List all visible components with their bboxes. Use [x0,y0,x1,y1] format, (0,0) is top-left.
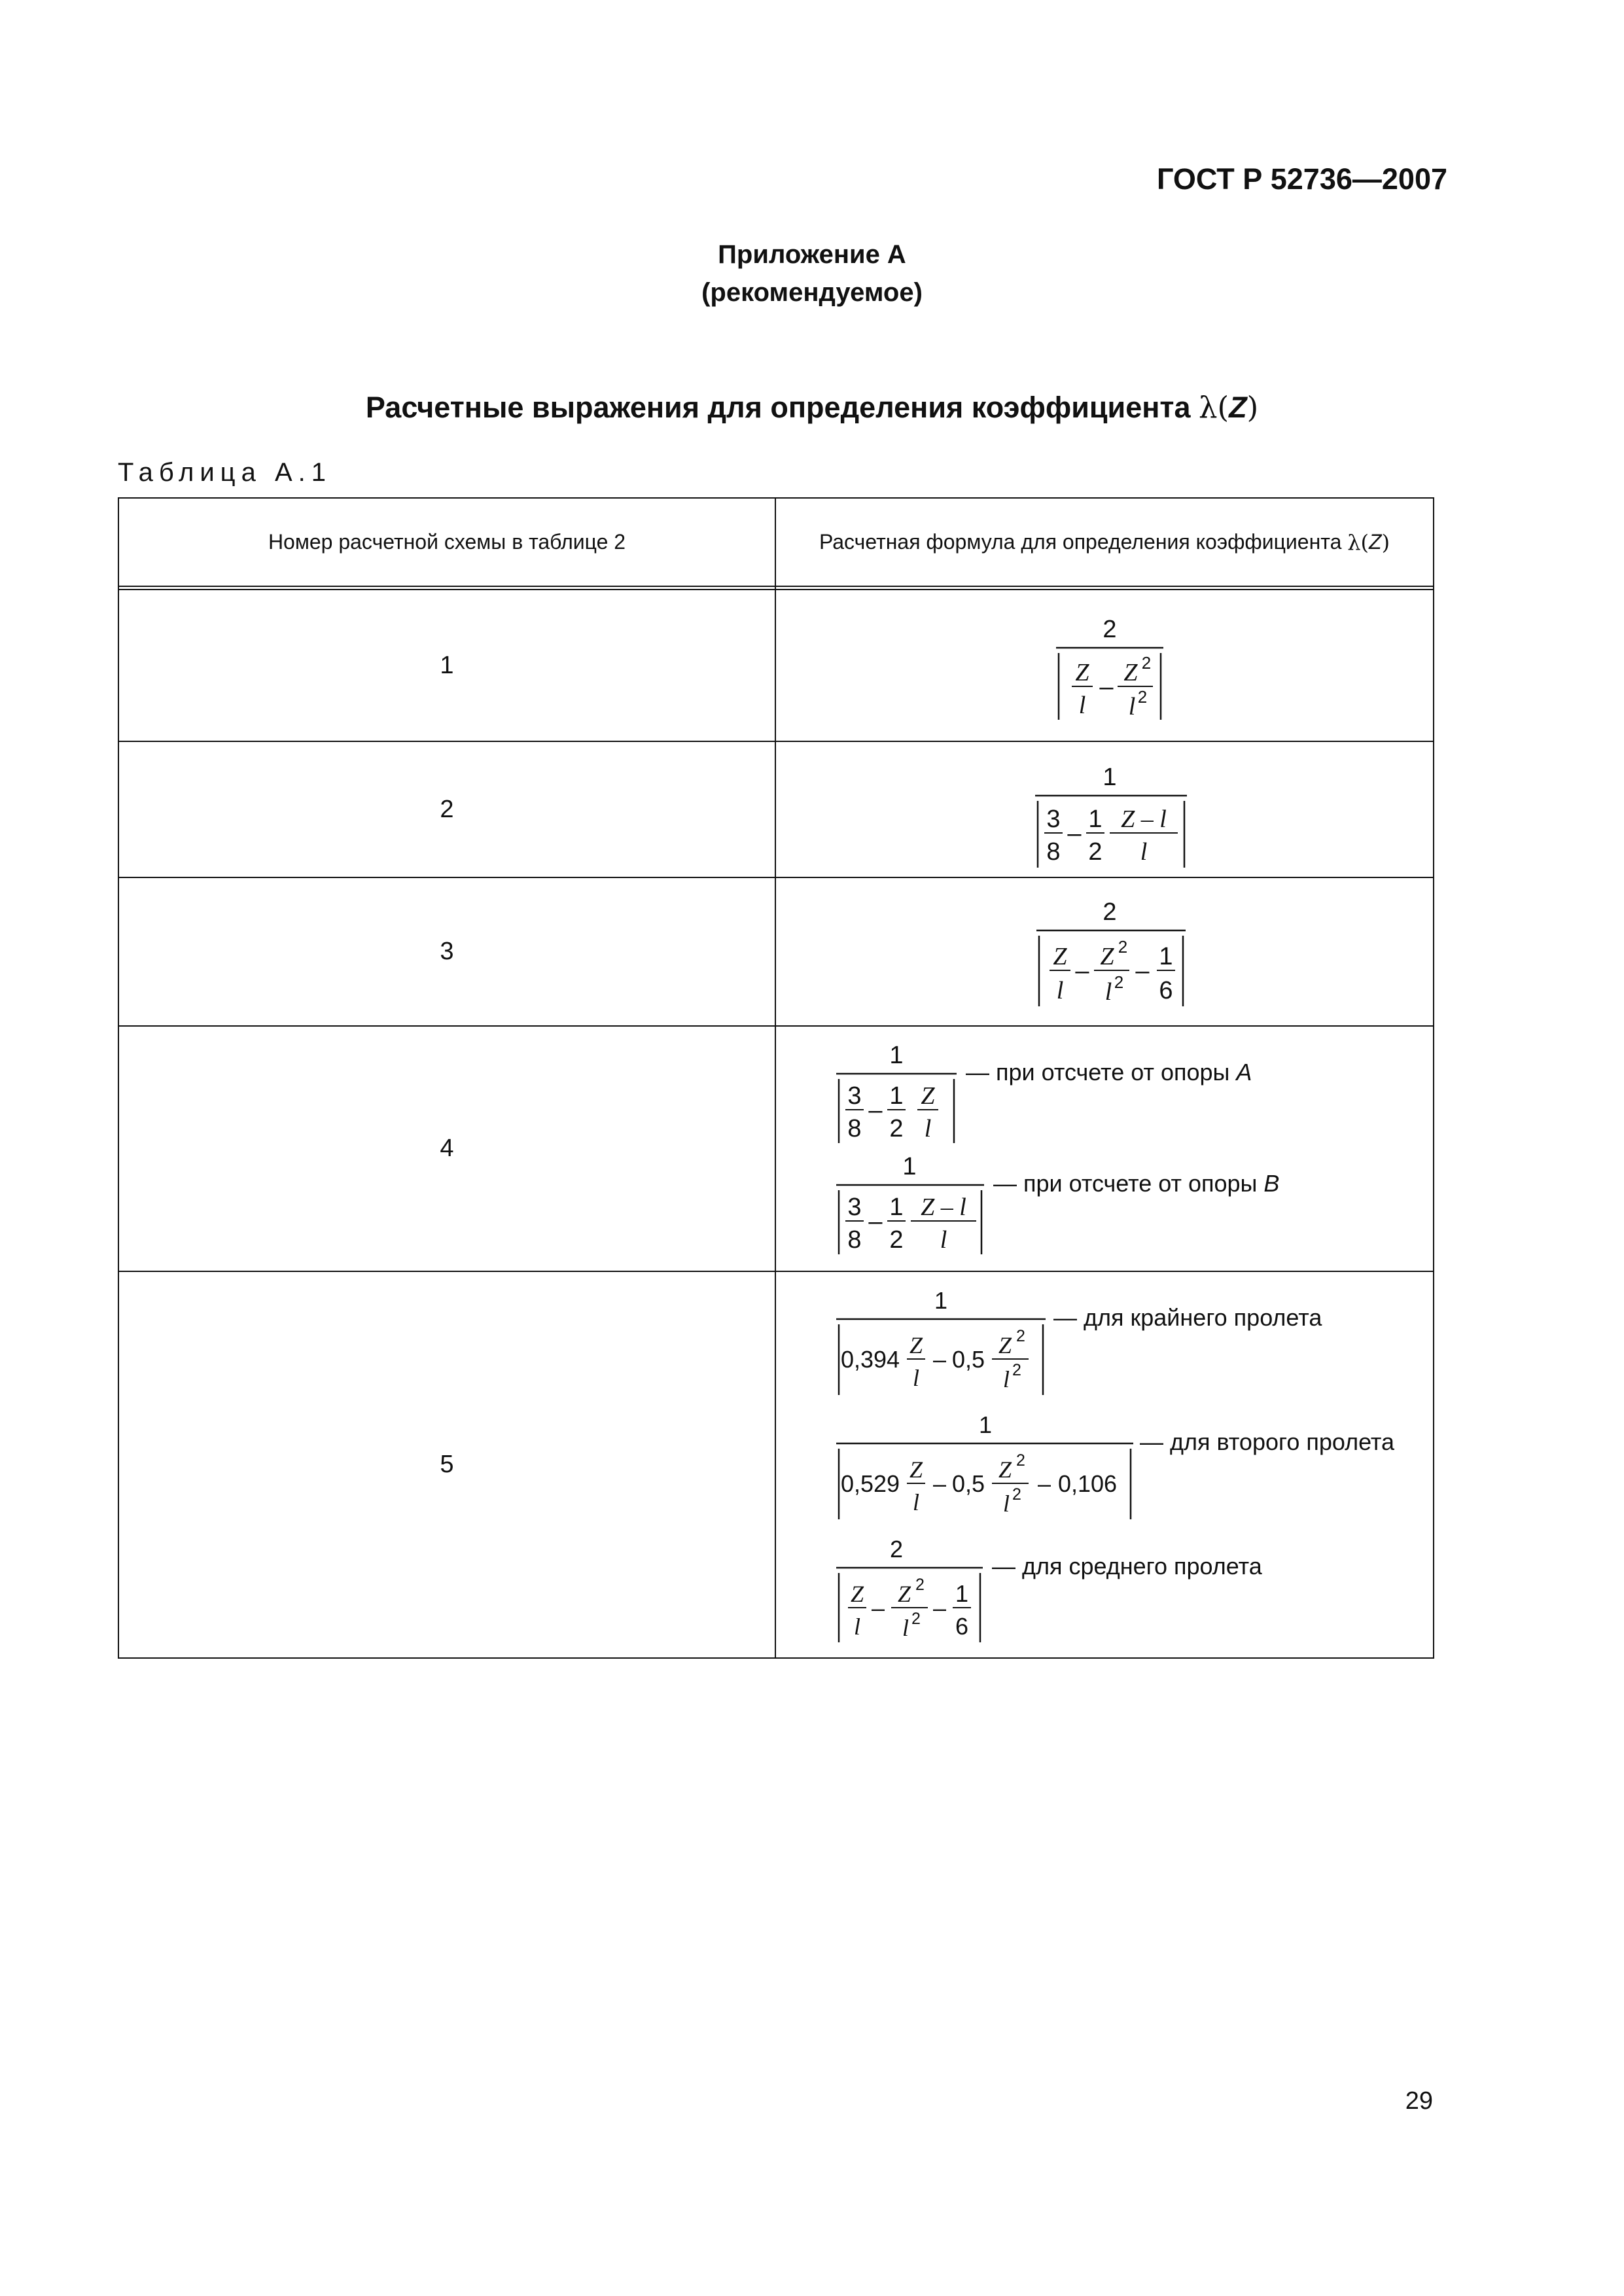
f5c-z2: Z [897,1581,911,1607]
f4a-three: 3 [847,1082,862,1110]
f5a-note: — для крайнего пролета [1053,1304,1322,1331]
f3-one: 1 [1159,943,1173,970]
f5c-z2-exp: 2 [915,1576,925,1594]
f3-z2-exp: 2 [1118,937,1128,957]
f4b-three: 3 [847,1193,862,1221]
f4b-l: l [940,1226,947,1254]
formula-row-2 [776,742,1433,877]
f5a-l: l [912,1365,920,1391]
f4b-eight: 8 [847,1226,862,1254]
f4a-z: Z [921,1082,935,1110]
f2-two: 2 [1088,838,1103,866]
f4b-zml: Z – l [921,1193,966,1221]
f1-z: Z [1075,659,1089,686]
f3-minus-b: – [1135,957,1150,985]
f2-l: l [1140,838,1148,866]
f4a-note-text: — при отсчете от опоры [966,1059,1237,1086]
f3-l2: l [1104,978,1112,1006]
f5b-z2: Z [998,1457,1012,1483]
f4a-one: 1 [889,1082,904,1110]
f4a-eight: 8 [847,1115,862,1142]
f3-numerator: 2 [1103,898,1117,926]
f3-minus-a: – [1075,957,1089,985]
table-label: Таблица А.1 [118,458,332,487]
f5b-note: — для второго пролета [1140,1428,1395,1455]
formula-row-1 [776,590,1433,741]
f2-minus: – [1067,820,1082,847]
f1-z2: Z [1123,659,1138,686]
f5a-minus: – [932,1346,947,1373]
f5b-numerator: 1 [978,1411,993,1438]
f2-eight: 8 [1046,838,1061,866]
appendix-title: Приложение А [718,240,906,269]
f4b-numerator: 1 [902,1153,917,1180]
f2-one: 1 [1088,805,1103,833]
f5c-minus-b: – [932,1595,947,1621]
f5b-coef-c: 0,106 [1057,1470,1118,1497]
f3-l2-exp: 2 [1114,972,1124,992]
f5c-numerator: 2 [889,1536,904,1563]
row-4-number: 4 [440,1135,454,1162]
f5c-l2: l [902,1615,909,1641]
f4a-minus: – [868,1097,883,1124]
f5c-l: l [853,1614,861,1640]
f5a-coef-a: 0,394 [840,1346,900,1373]
f1-minus: – [1099,673,1114,701]
f1-l2: l [1128,693,1136,720]
f5b-l2-exp: 2 [1012,1485,1021,1504]
f1-numerator: 2 [1103,616,1117,643]
f4b-note-var: В [1263,1170,1280,1197]
header-formula [776,499,1433,586]
formula-row-4 [776,1027,1433,1271]
f5a-z: Z [909,1332,923,1358]
f4a-numerator: 1 [889,1042,904,1069]
f1-l: l [1078,692,1086,719]
f5a-coef-b: 0,5 [951,1346,985,1373]
f5b-l2: l [1002,1491,1010,1517]
f3-z: Z [1053,943,1067,970]
f2-numerator: 1 [1103,764,1117,791]
row-3-number: 3 [440,938,454,965]
f5b-minus-a: – [932,1470,947,1497]
f3-six: 6 [1159,977,1173,1004]
f1-l2-exp: 2 [1137,687,1148,707]
f5b-coef-a: 0,529 [840,1470,900,1497]
appendix-heading [0,236,1624,311]
f5c-minus-a: – [871,1595,885,1621]
formula-row-3 [776,878,1433,1025]
f5b-z: Z [909,1457,923,1483]
f5b-minus-b: – [1037,1470,1051,1497]
formula-row-5 [776,1272,1433,1657]
row-5-number: 5 [440,1451,454,1478]
f4b-two: 2 [889,1226,904,1254]
f5a-z2: Z [998,1332,1012,1358]
f5b-coef-b: 0,5 [951,1470,985,1497]
f4a-two: 2 [889,1115,904,1142]
f4b-note-text: — при отсчете от опоры [993,1170,1264,1197]
f5c-l2-exp: 2 [911,1610,921,1628]
f1-z2-exp: 2 [1141,653,1152,673]
f5b-l: l [912,1489,920,1515]
title-close: ) [1246,390,1259,425]
f2-three: 3 [1046,805,1061,833]
f5a-z2-exp: 2 [1016,1327,1025,1345]
lambda-symbol: λ( [1198,390,1229,425]
f4a-l: l [924,1115,932,1142]
f4a-note-var: А [1236,1059,1252,1086]
header-close: ) [1381,529,1390,555]
f4b-one: 1 [889,1193,904,1221]
f4b-minus: – [868,1208,883,1235]
f3-l: l [1056,977,1064,1004]
header-formula-text: Расчетная формула для определения коэффициента [819,530,1342,554]
f5a-l2: l [1002,1366,1010,1392]
f5c-one: 1 [955,1580,969,1607]
header-lambda: λ( [1347,529,1369,555]
section-title [0,390,1624,425]
f2-zml: Z – l [1121,805,1167,833]
f5a-numerator: 1 [934,1287,948,1314]
row-1-number: 1 [440,651,454,679]
document-code: ГОСТ Р 52736—2007 [1156,162,1447,196]
formula-table [118,497,1434,1659]
header-var: Z [1369,530,1382,554]
title-var: Z [1229,391,1247,424]
f4a-note [966,1059,1252,1086]
f5b-z2-exp: 2 [1016,1451,1025,1470]
header-divider [119,586,1433,590]
f5c-six: 6 [955,1613,969,1640]
f4b-note [993,1170,1279,1197]
f5c-z: Z [850,1581,864,1607]
row-2-number: 2 [440,795,454,823]
f5c-note: — для среднего пролета [992,1553,1262,1580]
appendix-status: (рекомендуемое) [701,278,923,307]
page-number: 29 [1405,2087,1433,2115]
f3-z2: Z [1100,943,1114,970]
header-scheme-number: Номер расчетной схемы в таблице 2 [268,530,626,554]
f5a-l2-exp: 2 [1012,1361,1021,1379]
section-title-text: Расчетные выражения для определения коэффициента [365,391,1191,424]
